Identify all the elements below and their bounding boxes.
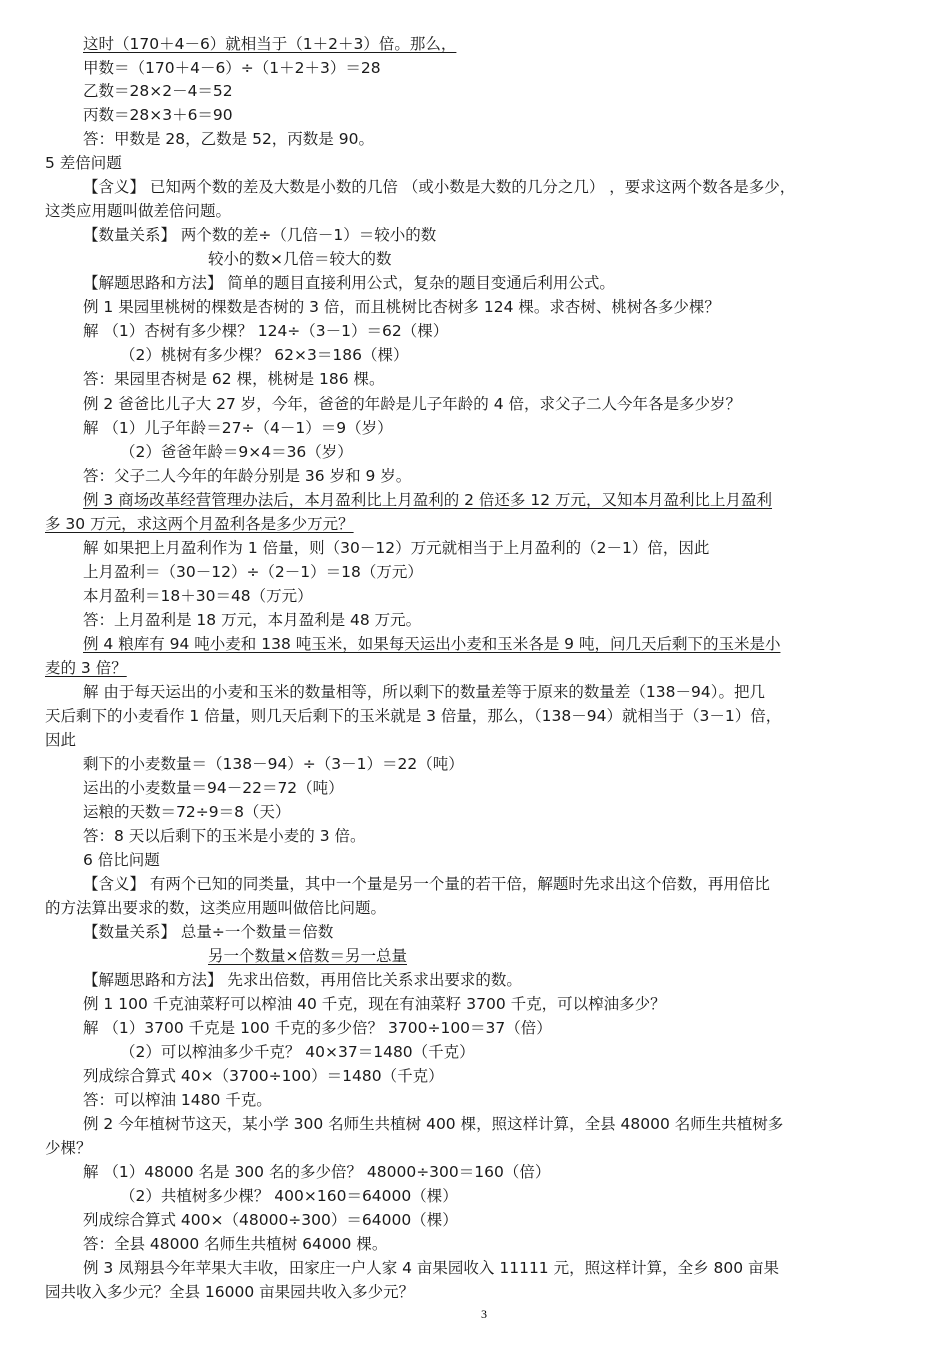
text-line: 答：可以榨油 1480 千克。 bbox=[83, 1091, 272, 1109]
text-line: 例 3 凤翔县今年苹果大丰收，田家庄一户人家 4 亩果园收入 11111 元，照这样计算，全乡 800 亩果 bbox=[83, 1259, 780, 1277]
text-line: 解 （1）3700 千克是 100 千克的多少倍？ 3700÷100＝37（倍） bbox=[83, 1019, 552, 1037]
text-line: 多 30 万元，求这两个月盈利各是多少万元？ bbox=[45, 515, 354, 533]
text-line: （2）可以榨油多少千克？ 40×37＝1480（千克） bbox=[120, 1043, 475, 1061]
text-line: 乙数＝28×2－4＝52 bbox=[83, 82, 233, 100]
text-line: 【含义】 有两个已知的同类量，其中一个量是另一个量的若干倍，解题时先求出这个倍数，再用倍比 bbox=[83, 875, 770, 893]
text-line: 的方法算出要求的数，这类应用题叫做倍比问题。 bbox=[45, 899, 387, 917]
text-line: 答：上月盈利是 18 万元，本月盈利是 48 万元。 bbox=[83, 611, 422, 629]
text-line: 上月盈利＝（30－12）÷（2－1）＝18（万元） bbox=[83, 563, 423, 581]
text-line: 例 2 今年植树节这天，某小学 300 名师生共植树 400 棵，照这样计算，全县 48000 名师生共植树多 bbox=[83, 1115, 784, 1133]
text-line: 解 （1）杏树有多少棵？ 124÷（3－1）＝62（棵） bbox=[83, 322, 449, 340]
text-line: 园共收入多少元？全县 16000 亩果园共收入多少元？ bbox=[45, 1283, 415, 1301]
text-line: 解 如果把上月盈利作为 1 倍量，则（30－12）万元就相当于上月盈利的（2－1）倍，因此 bbox=[83, 539, 710, 557]
text-line: 答：甲数是 28，乙数是 52，丙数是 90。 bbox=[83, 130, 374, 148]
text-line: 答：8 天以后剩下的玉米是小麦的 3 倍。 bbox=[83, 827, 366, 845]
page-number: 3 bbox=[481, 1307, 487, 1321]
text-line: 天后剩下的小麦看作 1 倍量，则几天后剩下的玉米就是 3 倍量，那么，（138－94）就相当于（3－1）倍， bbox=[45, 707, 782, 725]
text-line: 答：果园里杏树是 62 棵，桃树是 186 棵。 bbox=[83, 370, 385, 388]
text-line: 例 3 商场改革经营管理办法后，本月盈利比上月盈利的 2 倍还多 12 万元，又知本月盈利比上月盈利 bbox=[83, 491, 773, 509]
text-line: 【含义】 已知两个数的差及大数是小数的几倍 （或小数是大数的几分之几） ，要求这两个数各是多少， bbox=[83, 178, 796, 196]
text-line: （2）爸爸年龄＝9×4＝36（岁） bbox=[120, 443, 353, 461]
text-line: 例 1 果园里桃树的棵数是杏树的 3 倍，而且桃树比杏树多 124 棵。求杏树、桃树各多少棵？ bbox=[83, 298, 720, 316]
text-line: 【解题思路和方法】 先求出倍数，再用倍比关系求出要求的数。 bbox=[83, 971, 522, 989]
text-line: 这类应用题叫做差倍问题。 bbox=[45, 202, 232, 220]
text-line: 丙数＝28×3＋6＝90 bbox=[83, 106, 233, 124]
text-line: 剩下的小麦数量＝（138－94）÷（3－1）＝22（吨） bbox=[83, 755, 464, 773]
text-line: 解 由于每天运出的小麦和玉米的数量相等，所以剩下的数量差等于原来的数量差（138－94）。把几 bbox=[83, 683, 765, 701]
text-line: 因此 bbox=[45, 731, 77, 749]
text-line: 答：全县 48000 名师生共植树 64000 棵。 bbox=[83, 1235, 388, 1253]
text-line: 甲数＝（170＋4－6）÷（1＋2＋3）＝28 bbox=[83, 59, 381, 77]
text-line: 5 差倍问题 bbox=[45, 154, 122, 172]
text-line: 另一个数量×倍数＝另一总量 bbox=[208, 947, 407, 965]
text-line: 运出的小麦数量＝94－22＝72（吨） bbox=[83, 779, 344, 797]
text-line: 解 （1）48000 名是 300 名的多少倍？ 48000÷300＝160（倍） bbox=[83, 1163, 551, 1181]
text-line: 列成综合算式 40×（3700÷100）＝1480（千克） bbox=[83, 1067, 444, 1085]
text-line: 【数量关系】 总量÷一个数量＝倍数 bbox=[83, 923, 334, 941]
text-line: 麦的 3 倍？ bbox=[45, 659, 127, 677]
text-line: 列成综合算式 400×（48000÷300）＝64000（棵） bbox=[83, 1211, 458, 1229]
text-line: 这时（170＋4－6）就相当于（1＋2＋3）倍。那么， bbox=[83, 35, 457, 53]
text-line: 【数量关系】 两个数的差÷（几倍－1）＝较小的数 bbox=[83, 226, 437, 244]
text-line: 解 （1）儿子年龄＝27÷（4－1）＝9（岁） bbox=[83, 419, 393, 437]
text-line: 少棵？ bbox=[45, 1139, 92, 1157]
text-line: 答：父子二人今年的年龄分别是 36 岁和 9 岁。 bbox=[83, 467, 412, 485]
text-line: 【解题思路和方法】 简单的题目直接利用公式，复杂的题目变通后利用公式。 bbox=[83, 274, 615, 292]
text-line: （2）共植树多少棵？ 400×160＝64000（棵） bbox=[120, 1187, 458, 1205]
text-line: 例 1 100 千克油菜籽可以榨油 40 千克，现在有油菜籽 3700 千克，可以榨油多少？ bbox=[83, 995, 666, 1013]
text-line: 运粮的天数＝72÷9＝8（天） bbox=[83, 803, 291, 821]
text-line: 6 倍比问题 bbox=[83, 851, 160, 869]
text-line: 较小的数×几倍＝较大的数 bbox=[208, 250, 392, 268]
text-line: 本月盈利＝18＋30＝48（万元） bbox=[83, 587, 313, 605]
text-line: 例 4 粮库有 94 吨小麦和 138 吨玉米，如果每天运出小麦和玉米各是 9 吨，问几天后剩下的玉米是小 bbox=[83, 635, 781, 653]
text-line: 例 2 爸爸比儿子大 27 岁，今年，爸爸的年龄是儿子年龄的 4 倍，求父子二人今年各是多少岁？ bbox=[83, 395, 742, 413]
text-line: （2）桃树有多少棵？ 62×3＝186（棵） bbox=[120, 346, 409, 364]
